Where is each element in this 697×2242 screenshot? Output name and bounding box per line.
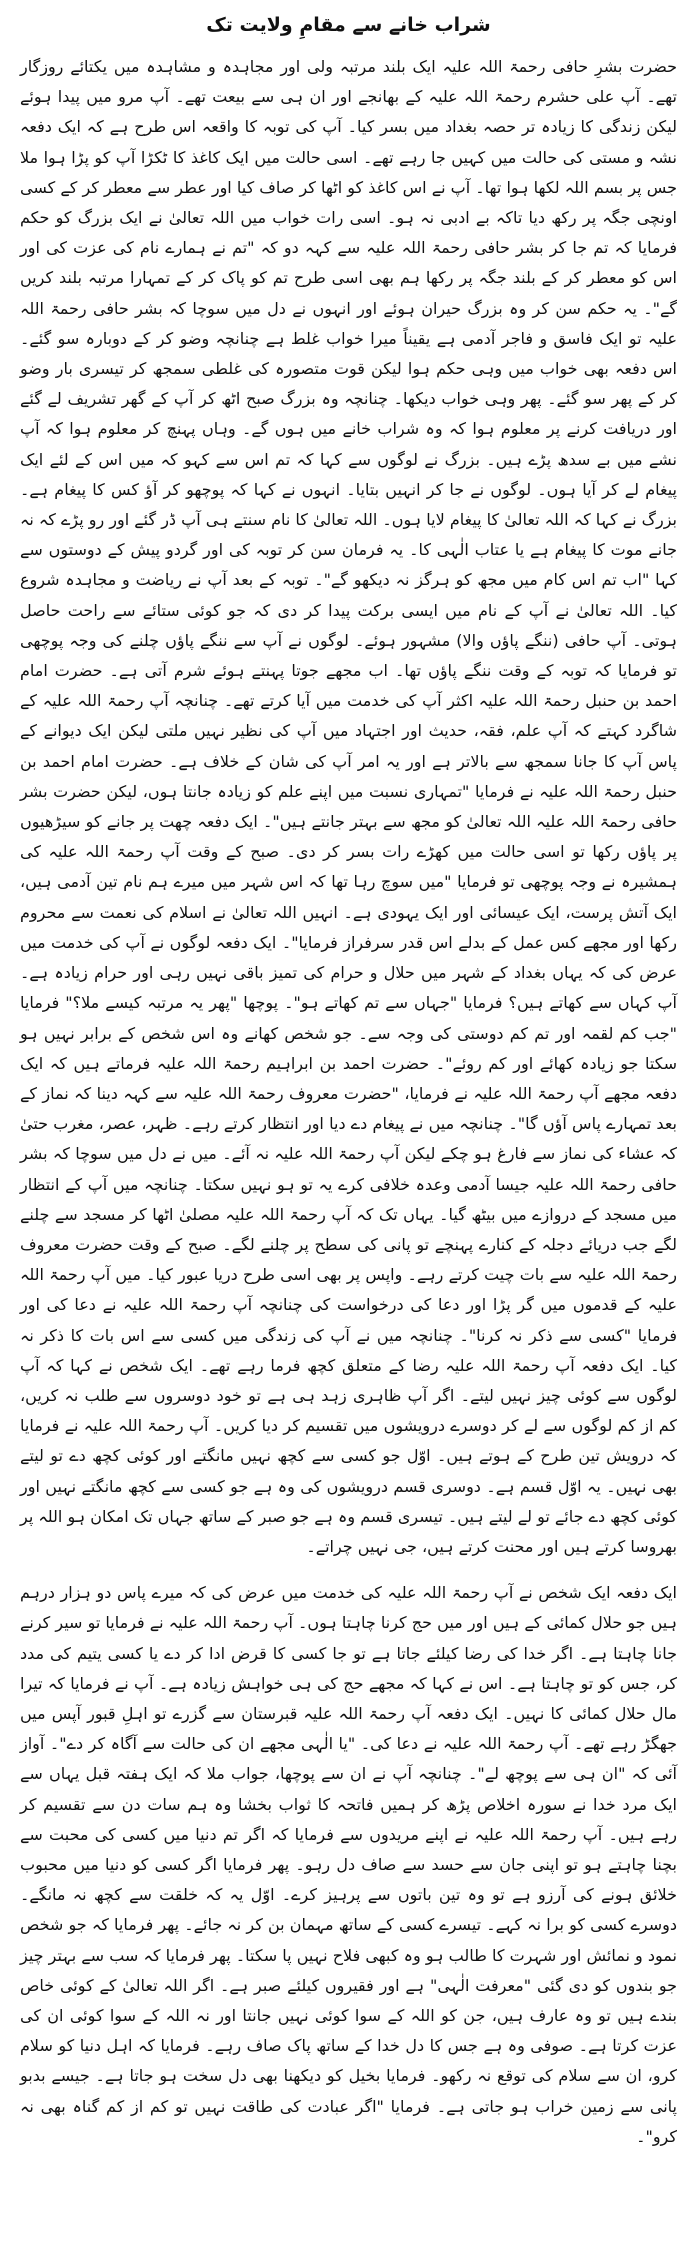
paragraph-2: ایک دفعہ ایک شخص نے آپ رحمۃ اللہ علیہ کی خدمت میں عرض کی کہ میرے پاس دو ہزار درہم ہیں جو حلال کمائی کے ہیں اور میں حج کرنا چاہتا ہوں۔ آپ رحمۃ اللہ علیہ نے فرمایا تو سیر کرنے جانا چاہتا ہے۔ اگر خدا کی رضا کیلئے جاتا ہے تو جا کسی کا قرض ادا کر دے یا کسی یتیم کی مدد کر، جس کو تو چاہتا ہے۔ اس نے کہا کہ مجھے حج کی ہی خواہش زیادہ ہے۔ آپ نے فرمایا کہ تیرا مال حلال کمائی کا نہیں۔ ایک دفعہ آپ رحمۃ اللہ علیہ قبرستان سے گزرے تو اہلِ قبور آپس میں جھگڑ رہے تھے۔ آپ رحمۃ اللہ علیہ نے دعا کی۔ "یا الٰہی مجھے ان کی حالت سے آگاہ کر دے"۔ آواز آئی کہ "ان ہی سے پوچھ لے"۔ چنانچہ آپ نے ان سے پوچھا، جواب ملا کہ ایک ہفتہ قبل یہاں سے ایک مرد خدا نے سورہ اخلاص پڑھ کر ہمیں فاتحہ کا ثواب بخشا وہ ہم سات دن سے تقسیم کر رہے ہیں۔ آپ رحمۃ اللہ علیہ نے اپنے مریدوں سے فرمایا کہ اگر تم دنیا میں کسی کی محبت سے بچنا چاہتے ہو تو اپنی جان سے حسد سے صاف دل رہو۔ پھر فرمایا اگر کسی کو دنیا میں محبوب خلائق ہونے کی آرزو ہے تو وہ تین باتوں سے پرہیز کرے۔ اوّل یہ کہ خلقت سے کچھ نہ مانگے۔ دوسرے کسی کو برا نہ کہے۔ تیسرے کسی کے ساتھ مہمان بن کر نہ جائے۔ پھر فرمایا کہ جو شخص نمود و نمائش اور شہرت کا طالب ہو وہ کبھی فلاح نہیں پا سکتا۔ پھر فرمایا کہ سب سے بہتر چیز جو بندوں کو دی گئی "معرفت الٰہی" ہے اور فقیروں کیلئے صبر ہے۔ اگر اللہ تعالیٰ کے کوئی خاص بندے ہیں تو وہ عارف ہیں، جن کو اللہ کے سوا کوئی نہیں جانتا اور نہ اللہ کے سوا کوئی ان کی عزت کرتا ہے۔ صوفی وہ ہے جس کا دل خدا کے ساتھ پاک صاف رہے۔ فرمایا کہ اہل دنیا کو سلام کرو، ان سے سلام کی توقع نہ رکھو۔ فرمایا بخیل کو دیکھنا بھی دل سخت ہو جاتا ہے۔ جیسے بدبو پانی سے زمین خراب ہو جاتی ہے۔ فرمایا "اگر عبادت کی طاقت نہیں تو کم از کم گناہ بھی نہ کرو"۔ [20, 1583, 677, 2146]
paragraph-1: حضرت بشرِ حافی رحمۃ اللہ علیہ ایک بلند مرتبہ ولی اور مجاہدہ و مشاہدہ میں یکتائے روزگار تھے۔ آپ علی حشرم رحمۃ اللہ علیہ کے بھانجے اور ان ہی سے بیعت تھے۔ آپ مرو میں پیدا ہوئے لیکن زندگی کا زیادہ تر حصہ بغداد میں بسر کیا۔ آپ کی توبہ کا واقعہ اس طرح ہے کہ ایک دفعہ نشہ و مستی کی حالت میں کہیں جا رہے تھے۔ اسی حالت میں ایک کاغذ کا ٹکڑا آپ کو پڑا ہوا ملا جس پر بسم اللہ لکھا ہوا تھا۔ آپ نے اس کاغذ کو اٹھا کر صاف کیا اور عطر سے معطر کر کے کسی اونچی جگہ پر رکھ دیا تاکہ بے ادبی نہ ہو۔ اسی رات خواب میں اللہ تعالیٰ نے ایک بزرگ کو حکم فرمایا کہ تم جا کر بشر حافی رحمۃ اللہ علیہ سے کہہ دو کہ "تم نے ہمارے نام کی عزت کی اور اس کو معطر کر کے بلند جگہ پر رکھا ہم بھی اسی طرح تم کو پاک کر کے تمہارا مرتبہ بلند کریں گے"۔ یہ حکم سن کر وہ بزرگ حیران ہوئے اور انہوں نے دل میں سوچا کہ بشر حافی رحمۃ اللہ علیہ تو ایک فاسق و فاجر آدمی ہے یقیناً میرا خواب غلط ہے چنانچہ وضو کر کے دوبارہ سو گئے۔ اس دفعہ بھی خواب میں وہی حکم ہوا لیکن قوت متصورہ کی غلطی سمجھ کر تیسری بار وضو کر کے پھر سو گئے۔ پھر وہی خواب دیکھا۔ چنانچہ وہ بزرگ صبح اٹھ کر آپ کے گھر تشریف لے گئے اور دریافت کرنے پر معلوم ہوا کہ وہ شراب خانے میں ہوں گے۔ وہاں پہنچ کر معلوم ہوا کہ آپ نشے میں بے سدھ پڑے ہیں۔ بزرگ نے لوگوں سے کہا کہ تم اس سے کہو کہ میں اس کے لئے ایک پیغام لے کر آیا ہوں۔ لوگوں نے جا کر انہیں بتایا۔ انہوں نے کہا کہ پوچھو کر آؤ کس کا پیغام ہے۔ بزرگ نے کہا کہ اللہ تعالیٰ کا پیغام لایا ہوں۔ اللہ تعالیٰ کا نام سنتے ہی آپ ڈر گئے اور رو پڑے کہ نہ جانے موت کا پیغام ہے یا عتاب الٰہی کا۔ یہ فرمان سن کر توبہ کی اور گردو پیش کے دوستوں سے کہا "اب تم اس کام میں مجھ کو ہرگز نہ دیکھو گے"۔ توبہ کے بعد آپ نے ریاضت و مجاہدہ شروع کیا۔ اللہ تعالیٰ نے آپ کے نام میں ایسی برکت پیدا کر دی کہ جو کوئی ستائے سے راحت حاصل ہوتی۔ آپ حافی (ننگے پاؤں والا) مشہور ہوئے۔ لوگوں نے آپ سے ننگے پاؤں چلنے کی وجہ پوچھی تو فرمایا کہ توبہ کے وقت ننگے پاؤں تھا۔ اب مجھے جوتا پہنتے ہوئے شرم آتی ہے۔ حضرت امام احمد بن حنبل رحمۃ اللہ علیہ اکثر آپ کی خدمت میں آیا کرتے تھے۔ چنانچہ آپ رحمۃ اللہ علیہ کے شاگرد کہتے کہ آپ علم، فقہ، حدیث اور اجتہاد میں آپ کی نظیر نہیں ملتی لیکن ایک دیوانے کے پاس آپ کا جانا سمجھ سے بالاتر ہے اور یہ امر آپ کی شان کے خلاف ہے۔ حضرت امام احمد بن حنبل رحمۃ اللہ علیہ نے فرمایا "تمہاری نسبت میں اپنے علم کو زیادہ جانتا ہوں، لیکن حضرت بشر حافی رحمۃ اللہ علیہ اللہ تعالیٰ کو مجھ سے بہتر جانتے ہیں"۔ ایک دفعہ چھت پر جانے کو سیڑھیوں پر پاؤں رکھا تو اسی حالت میں کھڑے رات بسر کر دی۔ صبح کے وقت آپ رحمۃ اللہ علیہ کی ہمشیرہ نے وجہ پوچھی تو فرمایا "میں سوچ رہا تھا کہ اس شہر میں میرے ہم نام تین آدمی ہیں، ایک آتش پرست، ایک عیسائی اور ایک یہودی ہے۔ انہیں اللہ تعالیٰ نے اسلام کی نعمت سے محروم رکھا اور مجھے کس عمل کے بدلے اس قدر سرفراز فرمایا"۔ ایک دفعہ لوگوں نے آپ کی خدمت میں عرض کی کہ یہاں بغداد کے شہر میں حلال و حرام کی تمیز باقی نہیں رہی اور حرام زیادہ ہے۔ آپ کہاں سے کھاتے ہیں؟ فرمایا "جہاں سے تم کھاتے ہو"۔ پوچھا "پھر یہ مرتبہ کیسے ملا؟" فرمایا "جب کم لقمہ اور تم کم دوستی کی وجہ سے۔ جو شخص کھانے وہ اس شخص کے برابر نہیں ہو سکتا جو زیادہ کھائے اور کم روئے"۔ حضرت احمد بن ابراہیم رحمۃ اللہ علیہ فرماتے ہیں کہ ایک دفعہ مجھے آپ رحمۃ اللہ علیہ نے فرمایا، "حضرت معروف رحمۃ اللہ علیہ سے کہہ دینا کہ نماز کے بعد تمہارے پاس آؤں گا"۔ چنانچہ میں نے پیغام دے دیا اور انتظار کرتے رہے۔ ظہر، عصر، مغرب حتیٰ کہ عشاء کی نماز سے فارغ ہو چکے لیکن آپ رحمۃ اللہ علیہ نہ آئے۔ میں نے دل میں سوچا کہ بشر حافی رحمۃ اللہ علیہ جیسا آدمی وعدہ خلافی کرے یہ تو ہو نہیں سکتا۔ چنانچہ میں آپ کے انتظار میں مسجد کے دروازے میں بیٹھ گیا۔ یہاں تک کہ آپ رحمۃ اللہ علیہ مصلیٰ اٹھا کر مسجد سے چلنے لگے جب دریائے دجلہ کے کنارے پہنچے تو پانی کی سطح پر چلنے لگے۔ صبح کے وقت حضرت معروف رحمۃ اللہ علیہ سے بات چیت کرتے رہے۔ واپس پر بھی اسی طرح دریا عبور کیا۔ میں آپ رحمۃ اللہ علیہ کے قدموں میں گر پڑا اور دعا کی درخواست کی چنانچہ آپ رحمۃ اللہ علیہ نے دعا کی اور فرمایا "کسی سے ذکر نہ کرنا"۔ چنانچہ میں نے آپ کی زندگی میں کسی سے اس بات کا ذکر نہ کیا۔ ایک دفعہ آپ رحمۃ اللہ علیہ رضا کے متعلق کچھ فرما رہے تھے۔ ایک شخص نے کہا کہ آپ لوگوں سے کوئی چیز نہیں لیتے۔ اگر آپ ظاہری زہد ہی ہے تو خود دوسروں سے طلب نہ کریں، کم از کم لوگوں سے لے کر دوسرے درویشوں میں تقسیم کر دیا کریں۔ آپ رحمۃ اللہ علیہ نے فرمایا کہ درویش تین طرح کے ہوتے ہیں۔ اوّل جو کسی سے کچھ نہیں مانگتے اور کوئی کچھ دے تو لیتے بھی نہیں۔ یہ اوّل قسم ہے۔ دوسری قسم درویشوں کی وہ ہے جو کسی سے کچھ مانگتے نہیں اور کوئی کچھ دے جائے تو لے لیتے ہیں۔ تیسری قسم وہ ہے جو صبر کے ساتھ جہاں تک امکان ہو اللہ پر بھروسا کرتے ہیں اور محنت کرتے ہیں، جی نہیں چراتے۔ [20, 57, 678, 1556]
article-title: شراب خانے سے مقامِ ولایت تک [206, 14, 491, 36]
paragraph-gap [20, 1562, 677, 1578]
